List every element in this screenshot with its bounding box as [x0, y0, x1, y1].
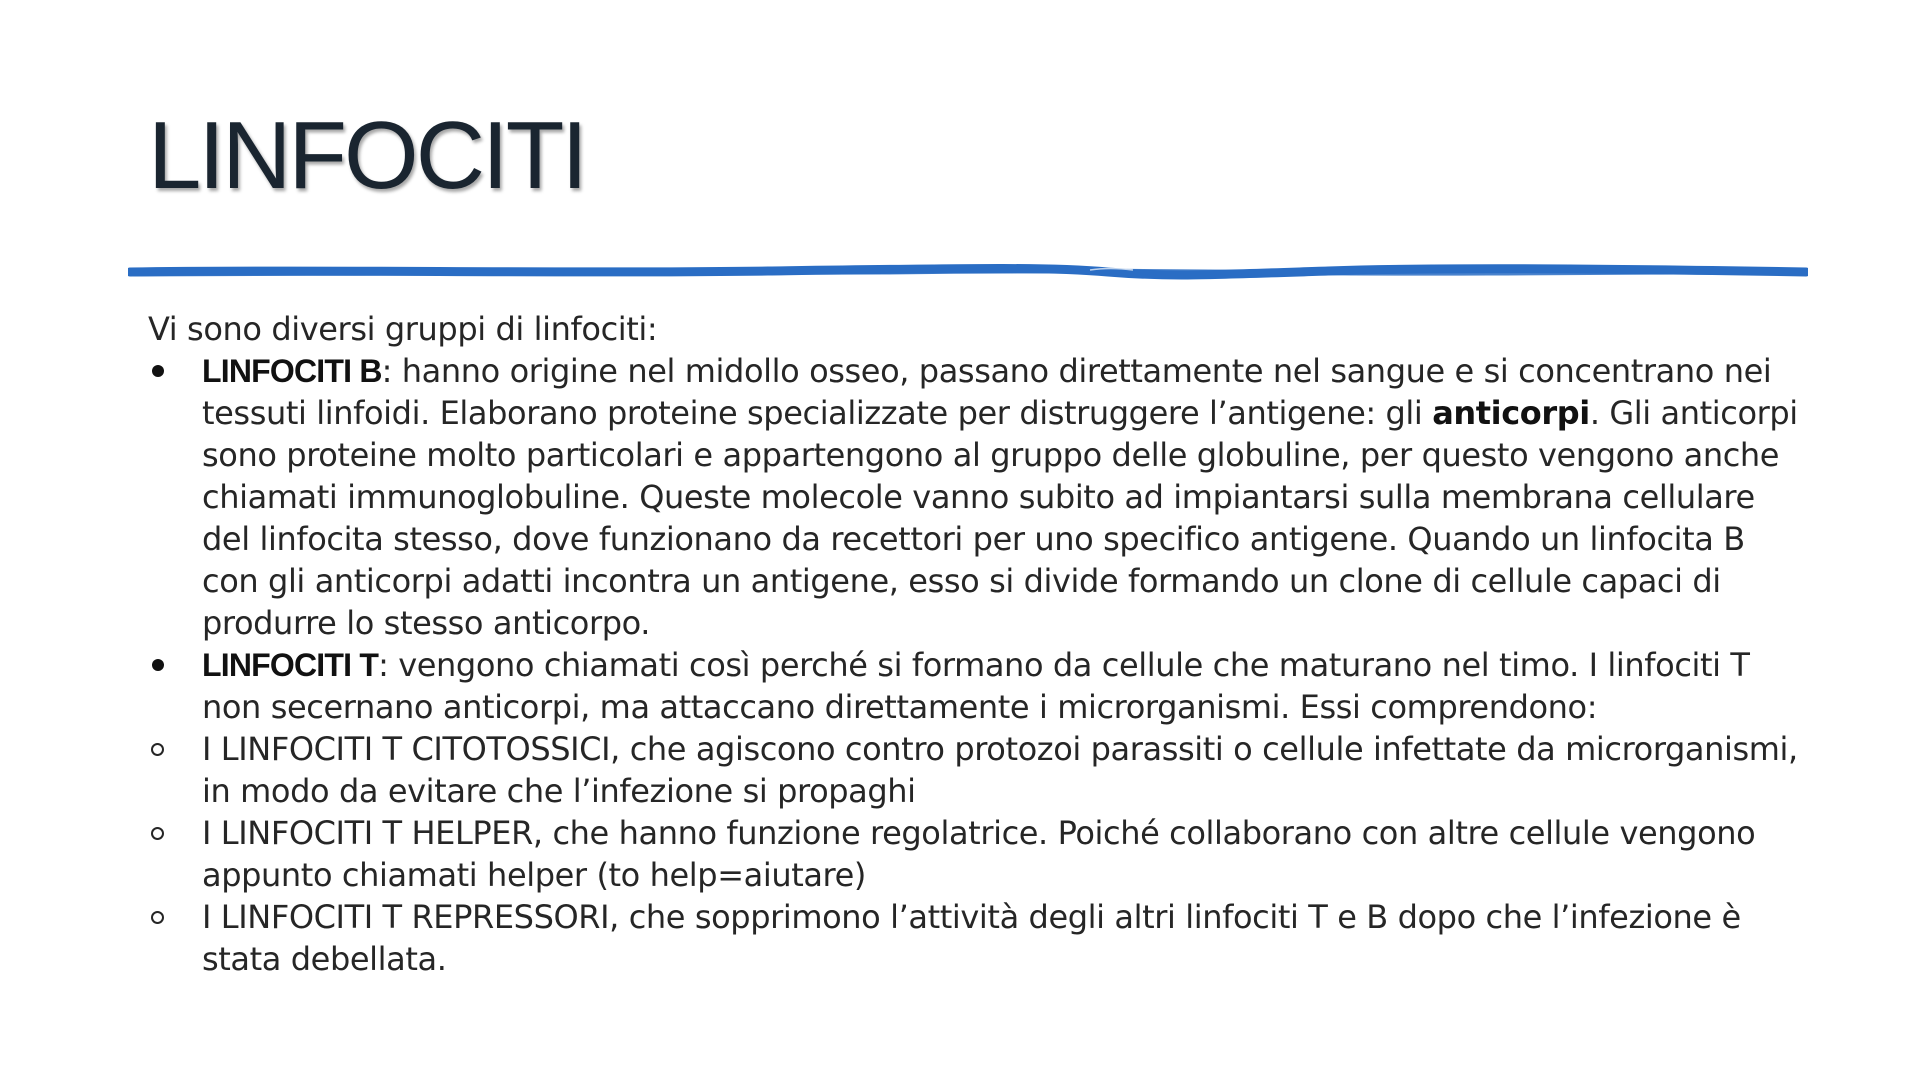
linfociti-b-text-1: : hanno origine nel midollo osseo, passano direttamente nel sangue e si concentrano nei tessuti linfoidi. Elaborano proteine specializzate per distruggere l’antigene: gli — [202, 352, 1772, 432]
title-divider-line — [128, 258, 1808, 286]
linfociti-b-text-2: . Gli anticorpi sono proteine molto particolari e appartengono al gruppo delle globuline, per questo vengono anche chiamati immunoglobuline. Queste molecole vanno subito ad impiantarsi sulla membrana cellulare del linfocita stesso, dove funzionano da recettori per uno specifico antigene. Quando un linfocita B con gli anticorpi adatti incontra un antigene, esso si divide formando un clone di cellule capaci di produrre lo stesso anticorpo. — [202, 394, 1798, 642]
lymphocyte-list — [148, 350, 1798, 980]
term-linfociti-b: LINFOCITI B — [202, 353, 382, 389]
intro-text: Vi sono diversi gruppi di linfociti: — [148, 310, 658, 348]
list-item-linfociti-b — [148, 350, 1798, 644]
sub-item-text: I LINFOCITI T CITOTOSSICI, che agiscono contro protozoi parassiti o cellule infettate da microrganismi, in modo da evitare che l’infezione si propaghi — [202, 730, 1798, 810]
bullet-disc-icon — [148, 644, 178, 686]
bullet-ring-icon — [148, 812, 178, 854]
term-anticorpi: anticorpi — [1432, 394, 1590, 432]
slide-title: LINFOCITI — [148, 102, 586, 209]
term-linfociti-t: LINFOCITI T — [202, 647, 379, 683]
linfociti-t-text: : vengono chiamati così perché si formano da cellule che maturano nel timo. I linfociti T non secernano anticorpi, ma attaccano direttamente i microrganismi. Essi comprendono: — [202, 646, 1750, 726]
list-item-linfociti-t — [148, 644, 1798, 728]
slide-body — [148, 308, 1798, 980]
bullet-ring-icon — [148, 728, 178, 770]
bullet-disc-icon — [148, 350, 178, 392]
sub-item-text: I LINFOCITI T HELPER, che hanno funzione regolatrice. Poiché collaborano con altre cellule vengono appunto chiamati helper (to help=aiutare) — [202, 814, 1756, 894]
bullet-ring-icon — [148, 896, 178, 938]
sub-item-citotossici — [148, 728, 1798, 812]
sub-item-repressori — [148, 896, 1798, 980]
sub-item-text: I LINFOCITI T REPRESSORI, che sopprimono l’attività degli altri linfociti T e B dopo che l’infezione è stata debellata. — [202, 898, 1741, 978]
sub-item-helper — [148, 812, 1798, 896]
